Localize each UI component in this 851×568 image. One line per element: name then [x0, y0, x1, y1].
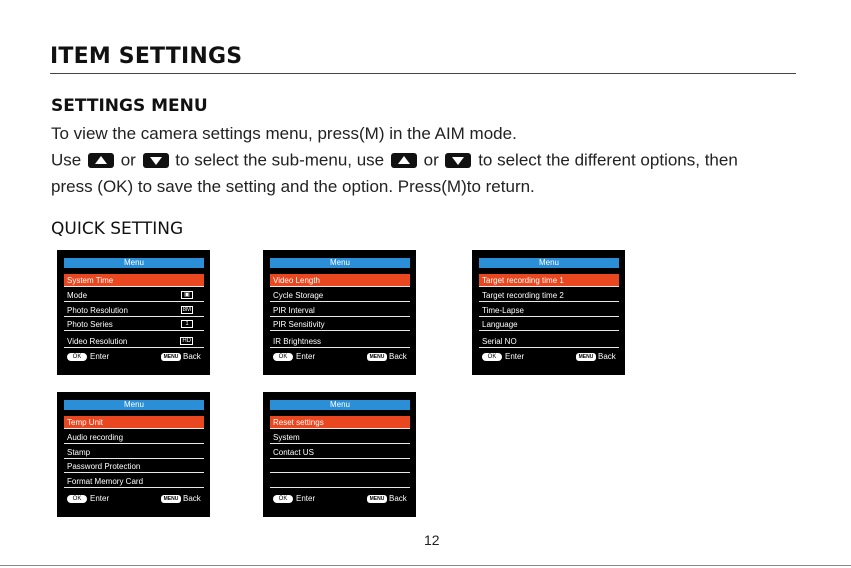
- enter-label: Enter: [296, 352, 316, 361]
- menu-row[interactable]: [270, 318, 410, 331]
- menu-row[interactable]: [270, 304, 410, 317]
- menu-row-label: Photo Resolution: [67, 306, 128, 315]
- ok-badge: OK: [273, 495, 293, 503]
- menu-row[interactable]: [64, 460, 204, 473]
- menu-row[interactable]: [64, 289, 204, 302]
- menu-row-label: Mode: [67, 291, 88, 300]
- menu-row-label: System Time: [67, 276, 114, 285]
- menu-row[interactable]: [479, 274, 619, 287]
- menu-row-label: Target recording time 2: [482, 291, 564, 300]
- menu-row[interactable]: [64, 274, 204, 287]
- menu-footer: [64, 493, 204, 505]
- menu-row[interactable]: [64, 475, 204, 488]
- menu-screen-2: [263, 250, 416, 375]
- menu-row[interactable]: [64, 431, 204, 444]
- ok-badge: OK: [67, 495, 87, 503]
- menu-badge: MENU: [576, 353, 596, 361]
- menu-row[interactable]: [479, 289, 619, 302]
- menu-screen-4: [57, 392, 210, 517]
- ok-badge: OK: [482, 353, 502, 361]
- menu-row[interactable]: [479, 318, 619, 331]
- page-title: ITEM SETTINGS: [50, 44, 243, 69]
- menu-row-label: Temp Unit: [67, 418, 104, 427]
- menu-header: Menu: [270, 400, 410, 410]
- instruction-or-2: or: [423, 150, 439, 170]
- page-number: 12: [424, 532, 440, 548]
- video-resolution-icon: HD: [182, 338, 191, 344]
- menu-footer: [270, 351, 410, 363]
- back-label: Back: [598, 352, 616, 361]
- down-arrow-button-icon: [143, 153, 169, 168]
- resolution-icon: 8M: [182, 307, 191, 313]
- back-label: Back: [183, 494, 201, 503]
- menu-row[interactable]: [270, 446, 410, 459]
- menu-row[interactable]: [270, 475, 410, 488]
- menu-row-label: Target recording time 1: [482, 276, 564, 285]
- menu-row[interactable]: [270, 274, 410, 287]
- instruction-or-1: or: [120, 150, 136, 170]
- menu-row[interactable]: [270, 416, 410, 429]
- menu-badge: MENU: [161, 353, 181, 361]
- menu-row[interactable]: [270, 431, 410, 444]
- back-label: Back: [183, 352, 201, 361]
- menu-footer: [64, 351, 204, 363]
- quick-setting-heading: QUICK SETTING: [51, 219, 184, 239]
- menu-row[interactable]: [64, 304, 204, 317]
- up-arrow-button-icon: [88, 153, 114, 168]
- menu-row[interactable]: [479, 335, 619, 348]
- menu-row[interactable]: [64, 446, 204, 459]
- menu-row-label: Language: [482, 320, 518, 329]
- menu-row-label: Password Protection: [67, 462, 141, 471]
- menu-row-label: Cycle Storage: [273, 291, 324, 300]
- title-divider: [50, 73, 796, 74]
- enter-label: Enter: [505, 352, 525, 361]
- menu-header: Menu: [479, 258, 619, 268]
- menu-row-label: Time-Lapse: [482, 306, 524, 315]
- settings-menu-heading: SETTINGS MENU: [51, 96, 208, 116]
- menu-footer: [479, 351, 619, 363]
- instruction-line-1: To view the camera settings menu, press(M) in the AIM mode.: [51, 124, 517, 143]
- instruction-use: Use: [51, 150, 82, 170]
- menu-row-label: Reset settings: [273, 418, 324, 427]
- instruction-line-3: press (OK) to save the setting and the option. Press(M)to return.: [51, 177, 535, 196]
- ok-badge: OK: [273, 353, 293, 361]
- menu-row-label: System: [273, 433, 300, 442]
- menu-row-label: Stamp: [67, 448, 91, 457]
- menu-row-label: PIR Interval: [273, 306, 315, 315]
- instruction-end: to select the different options, then: [478, 150, 738, 170]
- menu-row-label: Video Length: [273, 276, 321, 285]
- instruction-mid: to select the sub-menu, use: [175, 150, 385, 170]
- back-label: Back: [389, 494, 407, 503]
- menu-badge: MENU: [367, 353, 387, 361]
- menu-row[interactable]: [270, 289, 410, 302]
- menu-row[interactable]: [64, 318, 204, 331]
- enter-label: Enter: [90, 352, 110, 361]
- menu-header: Menu: [270, 258, 410, 268]
- menu-header: Menu: [64, 258, 204, 268]
- menu-screen-3: [472, 250, 625, 375]
- menu-row[interactable]: [479, 304, 619, 317]
- down-arrow-button-icon: [445, 153, 471, 168]
- menu-row-label: Format Memory Card: [67, 477, 144, 486]
- menu-footer: [270, 493, 410, 505]
- back-label: Back: [389, 352, 407, 361]
- camera-icon: ▣: [181, 291, 193, 299]
- menu-badge: MENU: [161, 495, 181, 503]
- bottom-divider: [0, 565, 851, 566]
- up-arrow-button-icon: [391, 153, 417, 168]
- menu-row-label: Contact US: [273, 448, 314, 457]
- menu-row[interactable]: [270, 335, 410, 348]
- menu-row-label: Photo Series: [67, 320, 113, 329]
- menu-row-label: Audio recording: [67, 433, 124, 442]
- menu-badge: MENU: [367, 495, 387, 503]
- menu-row-label: PIR Sensitivity: [273, 320, 325, 329]
- series-icon: 1: [181, 320, 193, 328]
- menu-row-label: Video Resolution: [67, 337, 128, 346]
- enter-label: Enter: [90, 494, 110, 503]
- menu-screen-1: [57, 250, 210, 375]
- instruction-line-2: [51, 150, 738, 171]
- enter-label: Enter: [296, 494, 316, 503]
- menu-screen-5: [263, 392, 416, 517]
- menu-header: Menu: [64, 400, 204, 410]
- menu-row-label: IR Brightness: [273, 337, 322, 346]
- menu-row[interactable]: [270, 460, 410, 473]
- menu-row-label: Serial NO: [482, 337, 517, 346]
- ok-badge: OK: [67, 353, 87, 361]
- menu-row[interactable]: [64, 416, 204, 429]
- menu-row[interactable]: [64, 335, 204, 348]
